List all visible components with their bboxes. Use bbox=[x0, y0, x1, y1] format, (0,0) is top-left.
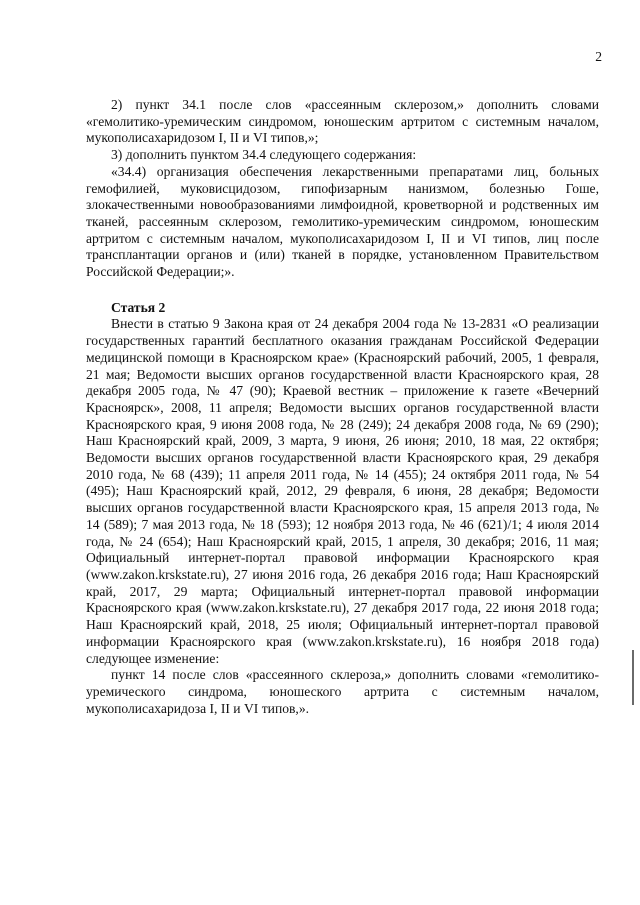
article-body: Внести в статью 9 Закона края от 24 декабря 2004 года № 13-2831 «О реализации государственных гарантий бесплатного оказания гражданам Российской Федерации медицинской помощи в Красноярском крае» (Красноярский рабочий, 2005, 1 февраля, 21 мая; Ведомости высших органов государственной власти Красноярского края, 28 декабря 2005 года, № 47 (90); Краевой вестник – приложение к газете «Вечерний Красноярск», 2008, 11 апреля; Ведомости высших органов государственной власти Красноярского края, 9 июня 2008 года, № 28 (249); 24 декабря 2008 года, № 69 (290); Наш Красноярский край, 2009, 3 марта, 9 июня, 26 июня; 2010, 18 мая, 22 октября; Ведомости высших органов государственной власти Красноярского края, 29 декабря 2010 года, № 68 (439); 11 апреля 2011 года, № 14 (455); 24 октября 2011 года, № 54 (495); Наш Красноярский край, 2012, 29 февраля, 6 июня, 28 декабря; Ведомости высших органов государственной власти Красноярского края, 15 апреля 2013 года, № 14 (589); 7 мая 2013 года, № 18 (593); 12 ноября 2013 года, № 46 (621)/1; 4 июля 2014 года, № 24 (654); Наш Красноярский край, 2015, 1 апреля, 30 декабря; 2016, 11 мая; Официальный интернет-портал правовой информации Красноярского края (www.zakon.krskstate.ru), 27 июня 2016 года, 26 декабря 2016 года; Наш Красноярский край, 2017, 29 марта; Официальный интернет-портал правовой информации Красноярского края (www.zakon.krskstate.ru), 27 декабря 2017 года, 22 июня 2018 года; Наш Красноярский край, 2018, 25 июля; Официальный интернет-портал правовой информации Красноярского края (www.zakon.krskstate.ru), 16 ноября 2018 года) следующее изменение: bbox=[86, 316, 599, 666]
paragraph-item-2: 2) пункт 34.1 после слов «рассеянным склерозом,» дополнить словами «гемолитико-уремическим синдромом, юношеским артритом с системным началом, мукополисахаридозом I, II и VI типов,»; bbox=[86, 97, 599, 146]
paragraph-item-34-4: «34.4) организация обеспечения лекарственными препаратами лиц, больных гемофилией, муковисцидозом, гипофизарным нанизмом, болезнью Гоше, злокачественными новообразованиями лимфоидной, кроветворной и родственных им тканей, рассеянным склерозом, гемолитико-уремическим синдромом, юношеским артритом с системным началом, мукополисахаридозом I, II и VI типов, лиц после трансплантации органов и (или) тканей в порядке, установленном Правительством Российской Федерации;». bbox=[86, 163, 599, 280]
document-body bbox=[86, 97, 599, 717]
article-heading: Статья 2 bbox=[111, 299, 166, 315]
scan-edge-mark bbox=[632, 650, 634, 705]
article-amendment: пункт 14 после слов «рассеянного склероза,» дополнить словами «гемолитико-уремического синдрома, юношеского артрита с системным началом, мукополисахаридоза I, II и VI типов,». bbox=[86, 667, 599, 716]
section-spacer bbox=[86, 281, 599, 300]
page-number: 2 bbox=[595, 49, 602, 64]
paragraph-item-3: 3) дополнить пунктом 34.4 следующего содержания: bbox=[111, 147, 417, 163]
